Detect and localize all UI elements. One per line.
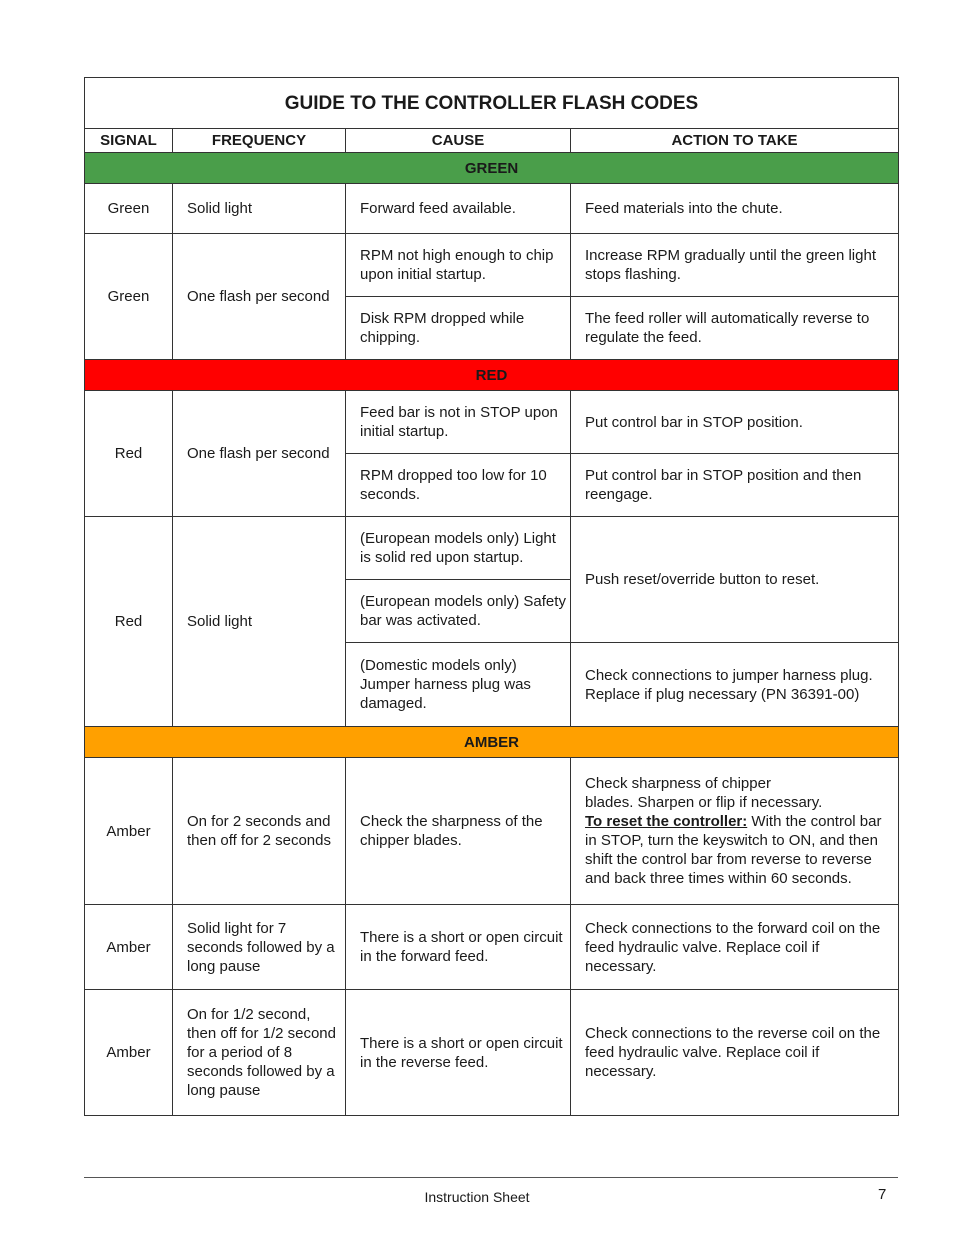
action-cell: [571, 758, 899, 905]
frequency-cell: One flash per second: [173, 234, 346, 360]
section-label-red: RED: [85, 360, 899, 391]
action-line: Check sharpness of chipper: [585, 775, 771, 792]
action-cell: Check connections to the forward coil on the feed hydraulic valve. Replace coil if necessary.: [571, 905, 899, 990]
frequency-cell: Solid light for 7 seconds followed by a long pause: [173, 905, 346, 990]
table-row: [85, 391, 899, 454]
table-row: [85, 905, 899, 990]
signal-cell: Amber: [85, 905, 173, 990]
action-cell: Push reset/override button to reset.: [571, 517, 899, 643]
page-number: 7: [878, 1186, 887, 1203]
action-cell: Put control bar in STOP position and then reengage.: [571, 454, 899, 517]
action-cell: Increase RPM gradually until the green light stops flashing.: [571, 234, 899, 297]
cause-cell: Check the sharpness of the chipper blades.: [346, 758, 571, 905]
table-row: [85, 990, 899, 1116]
cause-cell: RPM dropped too low for 10 seconds.: [346, 454, 571, 517]
footer-rule: [84, 1177, 898, 1178]
header-action: ACTION TO TAKE: [571, 129, 899, 153]
header-signal: SIGNAL: [85, 129, 173, 153]
reset-label: To reset the controller:: [585, 813, 748, 830]
signal-cell: Red: [85, 517, 173, 727]
flash-codes-table: [84, 77, 899, 1116]
table-row: [85, 517, 899, 580]
section-label-green: GREEN: [85, 153, 899, 184]
cause-cell: (Domestic models only) Jumper harness plug was damaged.: [346, 643, 571, 727]
cause-cell: (European models only) Safety bar was activated.: [346, 580, 571, 643]
action-cell: Check connections to jumper harness plug. Replace if plug necessary (PN 36391-00): [571, 643, 899, 727]
table-title: GUIDE TO THE CONTROLLER FLASH CODES: [85, 78, 899, 129]
signal-cell: Green: [85, 234, 173, 360]
frequency-cell: Solid light: [173, 184, 346, 234]
header-frequency: FREQUENCY: [173, 129, 346, 153]
section-band-amber: [85, 727, 899, 758]
signal-cell: Green: [85, 184, 173, 234]
table-row: [85, 758, 899, 905]
footer-label: Instruction Sheet: [424, 1189, 530, 1205]
frequency-cell: On for 1/2 second, then off for 1/2 second for a period of 8 seconds followed by a long pause: [173, 990, 346, 1116]
cause-cell: Forward feed available.: [346, 184, 571, 234]
action-line: blades. Sharpen or flip if necessary.: [585, 794, 823, 811]
cause-cell: RPM not high enough to chip upon initial startup.: [346, 234, 571, 297]
cause-cell: Disk RPM dropped while chipping.: [346, 297, 571, 360]
signal-cell: Red: [85, 391, 173, 517]
action-cell: Put control bar in STOP position.: [571, 391, 899, 454]
action-cell: Check connections to the reverse coil on the feed hydraulic valve. Replace coil if necessary.: [571, 990, 899, 1116]
frequency-cell: On for 2 seconds and then off for 2 seconds: [173, 758, 346, 905]
header-cause: CAUSE: [346, 129, 571, 153]
cause-cell: There is a short or open circuit in the forward feed.: [346, 905, 571, 990]
reset-instructions: With the control bar in STOP, turn the keyswitch to ON, and then shift the control bar from reverse to reverse and back three times within 60 seconds.: [585, 813, 882, 887]
cause-cell: (European models only) Light is solid red upon startup.: [346, 517, 571, 580]
section-band-red: [85, 360, 899, 391]
table-row: [85, 184, 899, 234]
frequency-cell: One flash per second: [173, 391, 346, 517]
action-cell: Feed materials into the chute.: [571, 184, 899, 234]
cause-cell: Feed bar is not in STOP upon initial startup.: [346, 391, 571, 454]
frequency-cell: Solid light: [173, 517, 346, 727]
action-cell: The feed roller will automatically reverse to regulate the feed.: [571, 297, 899, 360]
signal-cell: Amber: [85, 758, 173, 905]
section-band-green: [85, 153, 899, 184]
section-label-amber: AMBER: [85, 727, 899, 758]
table-row: [85, 234, 899, 297]
signal-cell: Amber: [85, 990, 173, 1116]
cause-cell: There is a short or open circuit in the reverse feed.: [346, 990, 571, 1116]
